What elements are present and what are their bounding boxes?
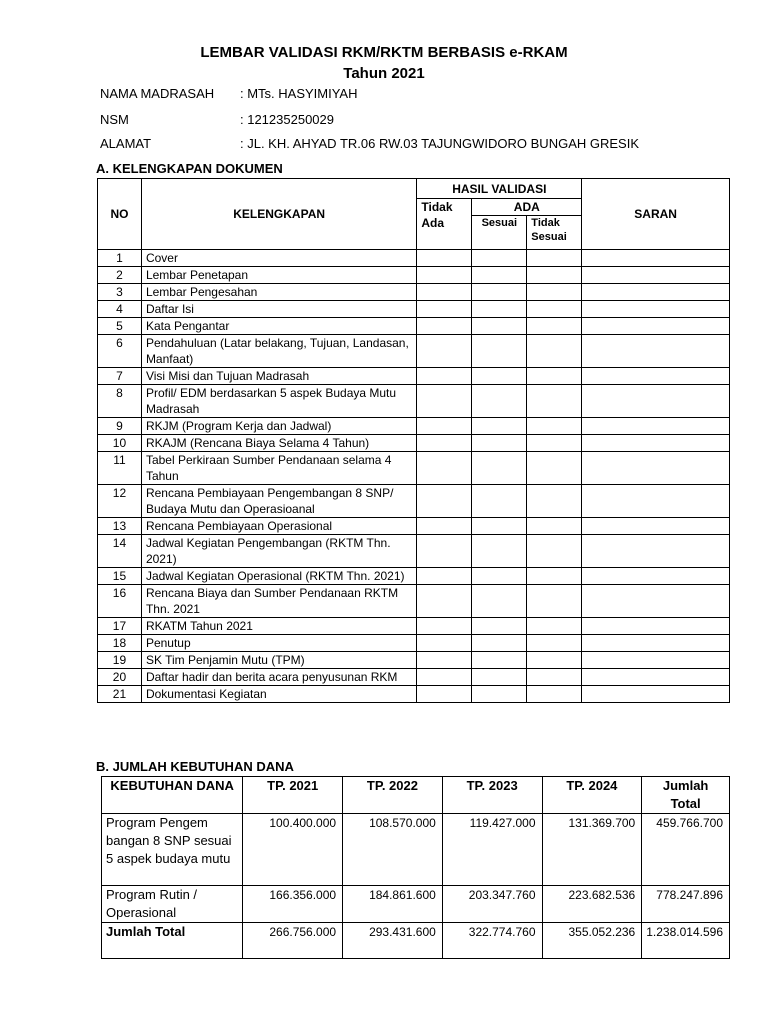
row-number: 10 — [98, 435, 142, 452]
header-tp-2022: TP. 2022 — [343, 777, 443, 814]
row-number: 11 — [98, 452, 142, 485]
tidak-sesuai-cell — [527, 301, 582, 318]
section-b-title: B. JUMLAH KEBUTUHAN DANA — [96, 759, 294, 774]
table-row — [98, 585, 730, 618]
sesuai-cell — [472, 518, 527, 535]
tidak-ada-cell — [417, 267, 472, 284]
value-cell: 108.570.000 — [343, 814, 443, 886]
saran-cell — [582, 518, 730, 535]
row-item: Lembar Penetapan — [141, 267, 416, 284]
table-row — [98, 335, 730, 368]
row-number: 12 — [98, 485, 142, 518]
tidak-sesuai-cell — [527, 267, 582, 284]
header-kelengkapan: KELENGKAPAN — [141, 179, 416, 250]
row-item: RKJM (Program Kerja dan Jadwal) — [141, 418, 416, 435]
saran-cell — [582, 435, 730, 452]
value-cell: 131.369.700 — [542, 814, 642, 886]
row-number: 16 — [98, 585, 142, 618]
row-number: 1 — [98, 250, 142, 267]
value-cell: 119.427.000 — [442, 814, 542, 886]
row-item: RKATM Tahun 2021 — [141, 618, 416, 635]
row-label: Jumlah Total — [102, 923, 243, 959]
table-row — [98, 385, 730, 418]
sesuai-cell — [472, 535, 527, 568]
value-cell: 266.756.000 — [243, 923, 343, 959]
saran-cell — [582, 485, 730, 518]
saran-cell — [582, 585, 730, 618]
tidak-ada-cell — [417, 518, 472, 535]
saran-cell — [582, 652, 730, 669]
table-row — [98, 418, 730, 435]
kebutuhan-dana-table — [101, 776, 730, 959]
document-title: LEMBAR VALIDASI RKM/RKTM BERBASIS e-RKAM — [200, 44, 568, 61]
row-number: 14 — [98, 535, 142, 568]
header-kebutuhan-dana: KEBUTUHAN DANA — [102, 777, 243, 814]
sesuai-cell — [472, 686, 527, 703]
row-item: Profil/ EDM berdasarkan 5 aspek Budaya Mutu Madrasah — [141, 385, 416, 418]
sesuai-cell — [472, 385, 527, 418]
sesuai-cell — [472, 335, 527, 368]
table-row — [98, 652, 730, 669]
value-cell: 355.052.236 — [542, 923, 642, 959]
tidak-ada-cell — [417, 301, 472, 318]
tidak-sesuai-cell — [527, 452, 582, 485]
row-number: 5 — [98, 318, 142, 335]
tidak-ada-cell — [417, 284, 472, 301]
section-a-title: A. KELENGKAPAN DOKUMEN — [96, 161, 283, 176]
row-number: 3 — [98, 284, 142, 301]
tidak-sesuai-cell — [527, 418, 582, 435]
row-number: 13 — [98, 518, 142, 535]
saran-cell — [582, 686, 730, 703]
value-cell: 184.861.600 — [343, 886, 443, 923]
saran-cell — [582, 318, 730, 335]
row-item: Rencana Pembiayaan Operasional — [141, 518, 416, 535]
tidak-sesuai-cell — [527, 568, 582, 585]
sesuai-cell — [472, 652, 527, 669]
tidak-ada-cell — [417, 568, 472, 585]
row-item: RKAJM (Rencana Biaya Selama 4 Tahun) — [141, 435, 416, 452]
table-row — [98, 669, 730, 686]
row-label: Program Pengem bangan 8 SNP sesuai 5 aspek budaya mutu — [102, 814, 243, 886]
saran-cell — [582, 335, 730, 368]
row-number: 15 — [98, 568, 142, 585]
tidak-sesuai-cell — [527, 250, 582, 267]
saran-cell — [582, 418, 730, 435]
tidak-sesuai-cell — [527, 435, 582, 452]
tidak-sesuai-cell — [527, 585, 582, 618]
row-item: Daftar Isi — [141, 301, 416, 318]
sesuai-cell — [472, 301, 527, 318]
tidak-ada-cell — [417, 535, 472, 568]
table-row — [102, 814, 730, 886]
row-item: Lembar Pengesahan — [141, 284, 416, 301]
row-item: Rencana Biaya dan Sumber Pendanaan RKTM Thn. 2021 — [141, 585, 416, 618]
row-number: 17 — [98, 618, 142, 635]
tidak-ada-cell — [417, 435, 472, 452]
header-tp-2021: TP. 2021 — [243, 777, 343, 814]
sesuai-cell — [472, 669, 527, 686]
row-item: Cover — [141, 250, 416, 267]
table-row — [98, 686, 730, 703]
row-number: 19 — [98, 652, 142, 669]
row-item: Daftar hadir dan berita acara penyusunan RKM — [141, 669, 416, 686]
sesuai-cell — [472, 485, 527, 518]
row-item: Visi Misi dan Tujuan Madrasah — [141, 368, 416, 385]
header-tp-2024: TP. 2024 — [542, 777, 642, 814]
saran-cell — [582, 669, 730, 686]
table-row — [98, 568, 730, 585]
saran-cell — [582, 368, 730, 385]
value-cell: 1.238.014.596 — [642, 923, 730, 959]
header-no: NO — [98, 179, 142, 250]
row-number: 4 — [98, 301, 142, 318]
header-ada: ADA — [472, 199, 582, 216]
tidak-ada-cell — [417, 669, 472, 686]
row-number: 7 — [98, 368, 142, 385]
table-row — [98, 518, 730, 535]
sesuai-cell — [472, 418, 527, 435]
tidak-ada-cell — [417, 635, 472, 652]
sesuai-cell — [472, 250, 527, 267]
row-number: 9 — [98, 418, 142, 435]
sesuai-cell — [472, 435, 527, 452]
value-cell: 322.774.760 — [442, 923, 542, 959]
table-row — [98, 635, 730, 652]
header-tidak-sesuai: Tidak Sesuai — [527, 216, 582, 250]
tidak-ada-cell — [417, 250, 472, 267]
row-item: Penutup — [141, 635, 416, 652]
table-row — [98, 485, 730, 518]
saran-cell — [582, 535, 730, 568]
sesuai-cell — [472, 368, 527, 385]
row-item: Tabel Perkiraan Sumber Pendanaan selama 4 Tahun — [141, 452, 416, 485]
info-label: NSM — [100, 112, 129, 127]
tidak-sesuai-cell — [527, 518, 582, 535]
table-row — [98, 368, 730, 385]
tidak-sesuai-cell — [527, 669, 582, 686]
tidak-ada-cell — [417, 485, 472, 518]
tidak-sesuai-cell — [527, 385, 582, 418]
header-sesuai: Sesuai — [472, 216, 527, 250]
tidak-ada-cell — [417, 385, 472, 418]
row-item: Dokumentasi Kegiatan — [141, 686, 416, 703]
info-value: : JL. KH. AHYAD TR.06 RW.03 TAJUNGWIDORO BUNGAH GRESIK — [240, 136, 639, 151]
sesuai-cell — [472, 568, 527, 585]
tidak-ada-cell — [417, 368, 472, 385]
tidak-ada-cell — [417, 652, 472, 669]
row-item: Jadwal Kegiatan Operasional (RKTM Thn. 2021) — [141, 568, 416, 585]
tidak-sesuai-cell — [527, 368, 582, 385]
row-number: 8 — [98, 385, 142, 418]
table-row — [98, 535, 730, 568]
tidak-ada-cell — [417, 335, 472, 368]
saran-cell — [582, 452, 730, 485]
tidak-ada-cell — [417, 452, 472, 485]
tidak-sesuai-cell — [527, 485, 582, 518]
tidak-sesuai-cell — [527, 535, 582, 568]
value-cell: 293.431.600 — [343, 923, 443, 959]
info-label: ALAMAT — [100, 136, 152, 151]
value-cell: 166.356.000 — [243, 886, 343, 923]
table-row — [98, 267, 730, 284]
tidak-ada-cell — [417, 686, 472, 703]
info-value: : 121235250029 — [240, 112, 334, 127]
header-hasil-validasi: HASIL VALIDASI — [417, 179, 582, 199]
row-number: 6 — [98, 335, 142, 368]
table-row — [102, 886, 730, 923]
value-cell: 778.247.896 — [642, 886, 730, 923]
row-number: 21 — [98, 686, 142, 703]
table-row — [98, 435, 730, 452]
row-item: Kata Pengantar — [141, 318, 416, 335]
row-item: Rencana Pembiayaan Pengembangan 8 SNP/ Budaya Mutu dan Operasioanal — [141, 485, 416, 518]
header-jumlah-total: Jumlah Total — [642, 777, 730, 814]
sesuai-cell — [472, 284, 527, 301]
saran-cell — [582, 618, 730, 635]
table-row — [98, 250, 730, 267]
row-number: 2 — [98, 267, 142, 284]
info-value: : MTs. HASYIMIYAH — [240, 86, 358, 101]
saran-cell — [582, 284, 730, 301]
saran-cell — [582, 267, 730, 284]
saran-cell — [582, 635, 730, 652]
header-saran: SARAN — [582, 179, 730, 250]
sesuai-cell — [472, 635, 527, 652]
saran-cell — [582, 568, 730, 585]
saran-cell — [582, 301, 730, 318]
row-item: Jadwal Kegiatan Pengembangan (RKTM Thn. 2021) — [141, 535, 416, 568]
info-label: NAMA MADRASAH — [100, 86, 215, 101]
saran-cell — [582, 250, 730, 267]
saran-cell — [582, 385, 730, 418]
tidak-ada-cell — [417, 418, 472, 435]
table-row — [98, 284, 730, 301]
sesuai-cell — [472, 618, 527, 635]
table-row — [98, 618, 730, 635]
value-cell: 100.400.000 — [243, 814, 343, 886]
row-number: 20 — [98, 669, 142, 686]
tidak-sesuai-cell — [527, 686, 582, 703]
value-cell: 223.682.536 — [542, 886, 642, 923]
header-tidak-ada: Tidak Ada — [417, 199, 472, 250]
row-item: SK Tim Penjamin Mutu (TPM) — [141, 652, 416, 669]
tidak-sesuai-cell — [527, 284, 582, 301]
kelengkapan-table — [97, 178, 730, 703]
row-item: Pendahuluan (Latar belakang, Tujuan, Landasan, Manfaat) — [141, 335, 416, 368]
total-row — [102, 923, 730, 959]
value-cell: 459.766.700 — [642, 814, 730, 886]
sesuai-cell — [472, 267, 527, 284]
tidak-sesuai-cell — [527, 318, 582, 335]
table-row — [98, 301, 730, 318]
sesuai-cell — [472, 452, 527, 485]
row-label: Program Rutin / Operasional — [102, 886, 243, 923]
tidak-sesuai-cell — [527, 652, 582, 669]
tidak-ada-cell — [417, 585, 472, 618]
tidak-ada-cell — [417, 618, 472, 635]
header-tp-2023: TP. 2023 — [442, 777, 542, 814]
table-row — [98, 452, 730, 485]
table-row — [98, 318, 730, 335]
tidak-ada-cell — [417, 318, 472, 335]
tidak-sesuai-cell — [527, 618, 582, 635]
sesuai-cell — [472, 585, 527, 618]
tidak-sesuai-cell — [527, 635, 582, 652]
row-number: 18 — [98, 635, 142, 652]
document-subtitle: Tahun 2021 — [343, 65, 425, 82]
value-cell: 203.347.760 — [442, 886, 542, 923]
tidak-sesuai-cell — [527, 335, 582, 368]
sesuai-cell — [472, 318, 527, 335]
